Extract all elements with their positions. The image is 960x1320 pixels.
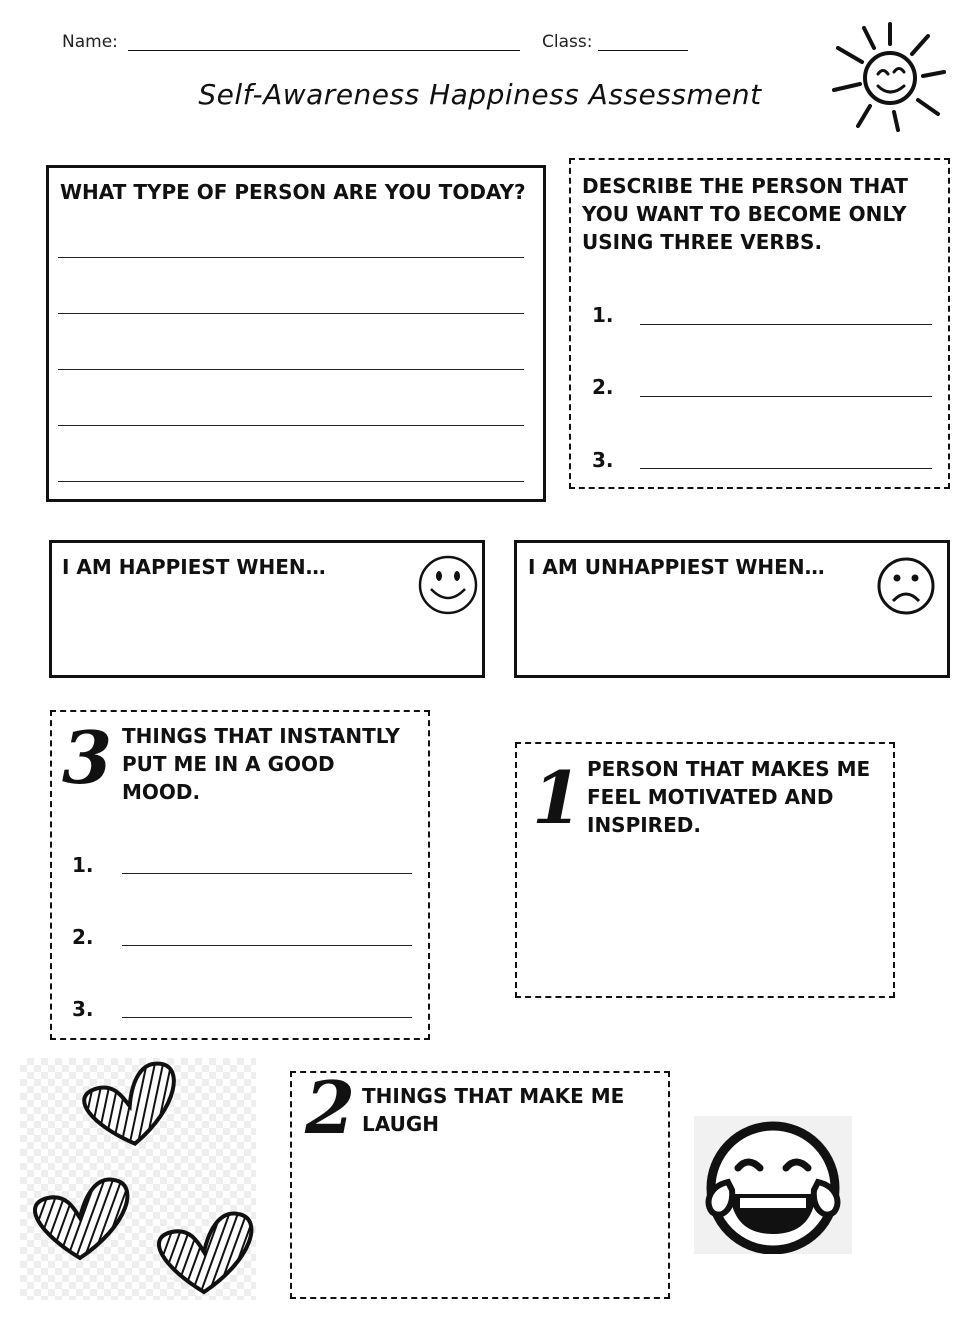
three-things-heading: THINGS THAT INSTANTLY PUT ME IN A GOOD MOOD.	[122, 724, 400, 804]
item-number: 3.	[72, 997, 94, 1021]
mood-line-2[interactable]	[122, 945, 412, 946]
name-label: Name:	[62, 32, 118, 52]
big-number-1: 1	[532, 755, 583, 840]
item-number: 2.	[72, 925, 94, 949]
class-field[interactable]	[598, 50, 688, 51]
big-number-2: 2	[305, 1065, 356, 1150]
describe-heading: DESCRIBE THE PERSON THAT YOU WANT TO BECOME ONLY USING THREE VERBS.	[582, 174, 908, 254]
answer-line[interactable]	[58, 313, 524, 314]
class-label: Class:	[542, 32, 593, 52]
two-things-heading: THINGS THAT MAKE ME LAUGH	[362, 1084, 625, 1136]
item-number: 1.	[72, 853, 94, 877]
hearts-icon	[20, 1058, 256, 1300]
big-number-3: 3	[62, 715, 113, 800]
person-today-heading: WHAT TYPE OF PERSON ARE YOU TODAY?	[60, 180, 526, 204]
one-person-heading: PERSON THAT MAKES ME FEEL MOTIVATED AND INSPIRED.	[587, 757, 871, 837]
page-title: Self-Awareness Happiness Assessment	[198, 78, 762, 111]
answer-line[interactable]	[58, 257, 524, 258]
answer-line[interactable]	[58, 425, 524, 426]
unhappiest-heading: I AM UNHAPPIEST WHEN…	[528, 555, 825, 579]
answer-line[interactable]	[58, 481, 524, 482]
happiest-heading: I AM HAPPIEST WHEN…	[62, 555, 326, 579]
name-field[interactable]	[128, 50, 520, 51]
frowny-icon	[876, 556, 936, 616]
mood-line-3[interactable]	[122, 1017, 412, 1018]
verb-line-2[interactable]	[640, 396, 932, 397]
item-number: 3.	[592, 448, 614, 472]
answer-line[interactable]	[58, 369, 524, 370]
verb-line-1[interactable]	[640, 324, 932, 325]
laughing-emoji-icon	[694, 1116, 852, 1254]
person-today-box	[46, 165, 546, 502]
sun-icon	[828, 18, 948, 134]
item-number: 1.	[592, 303, 614, 327]
item-number: 2.	[592, 375, 614, 399]
mood-line-1[interactable]	[122, 873, 412, 874]
verb-line-3[interactable]	[640, 468, 932, 469]
smiley-icon	[417, 554, 479, 616]
